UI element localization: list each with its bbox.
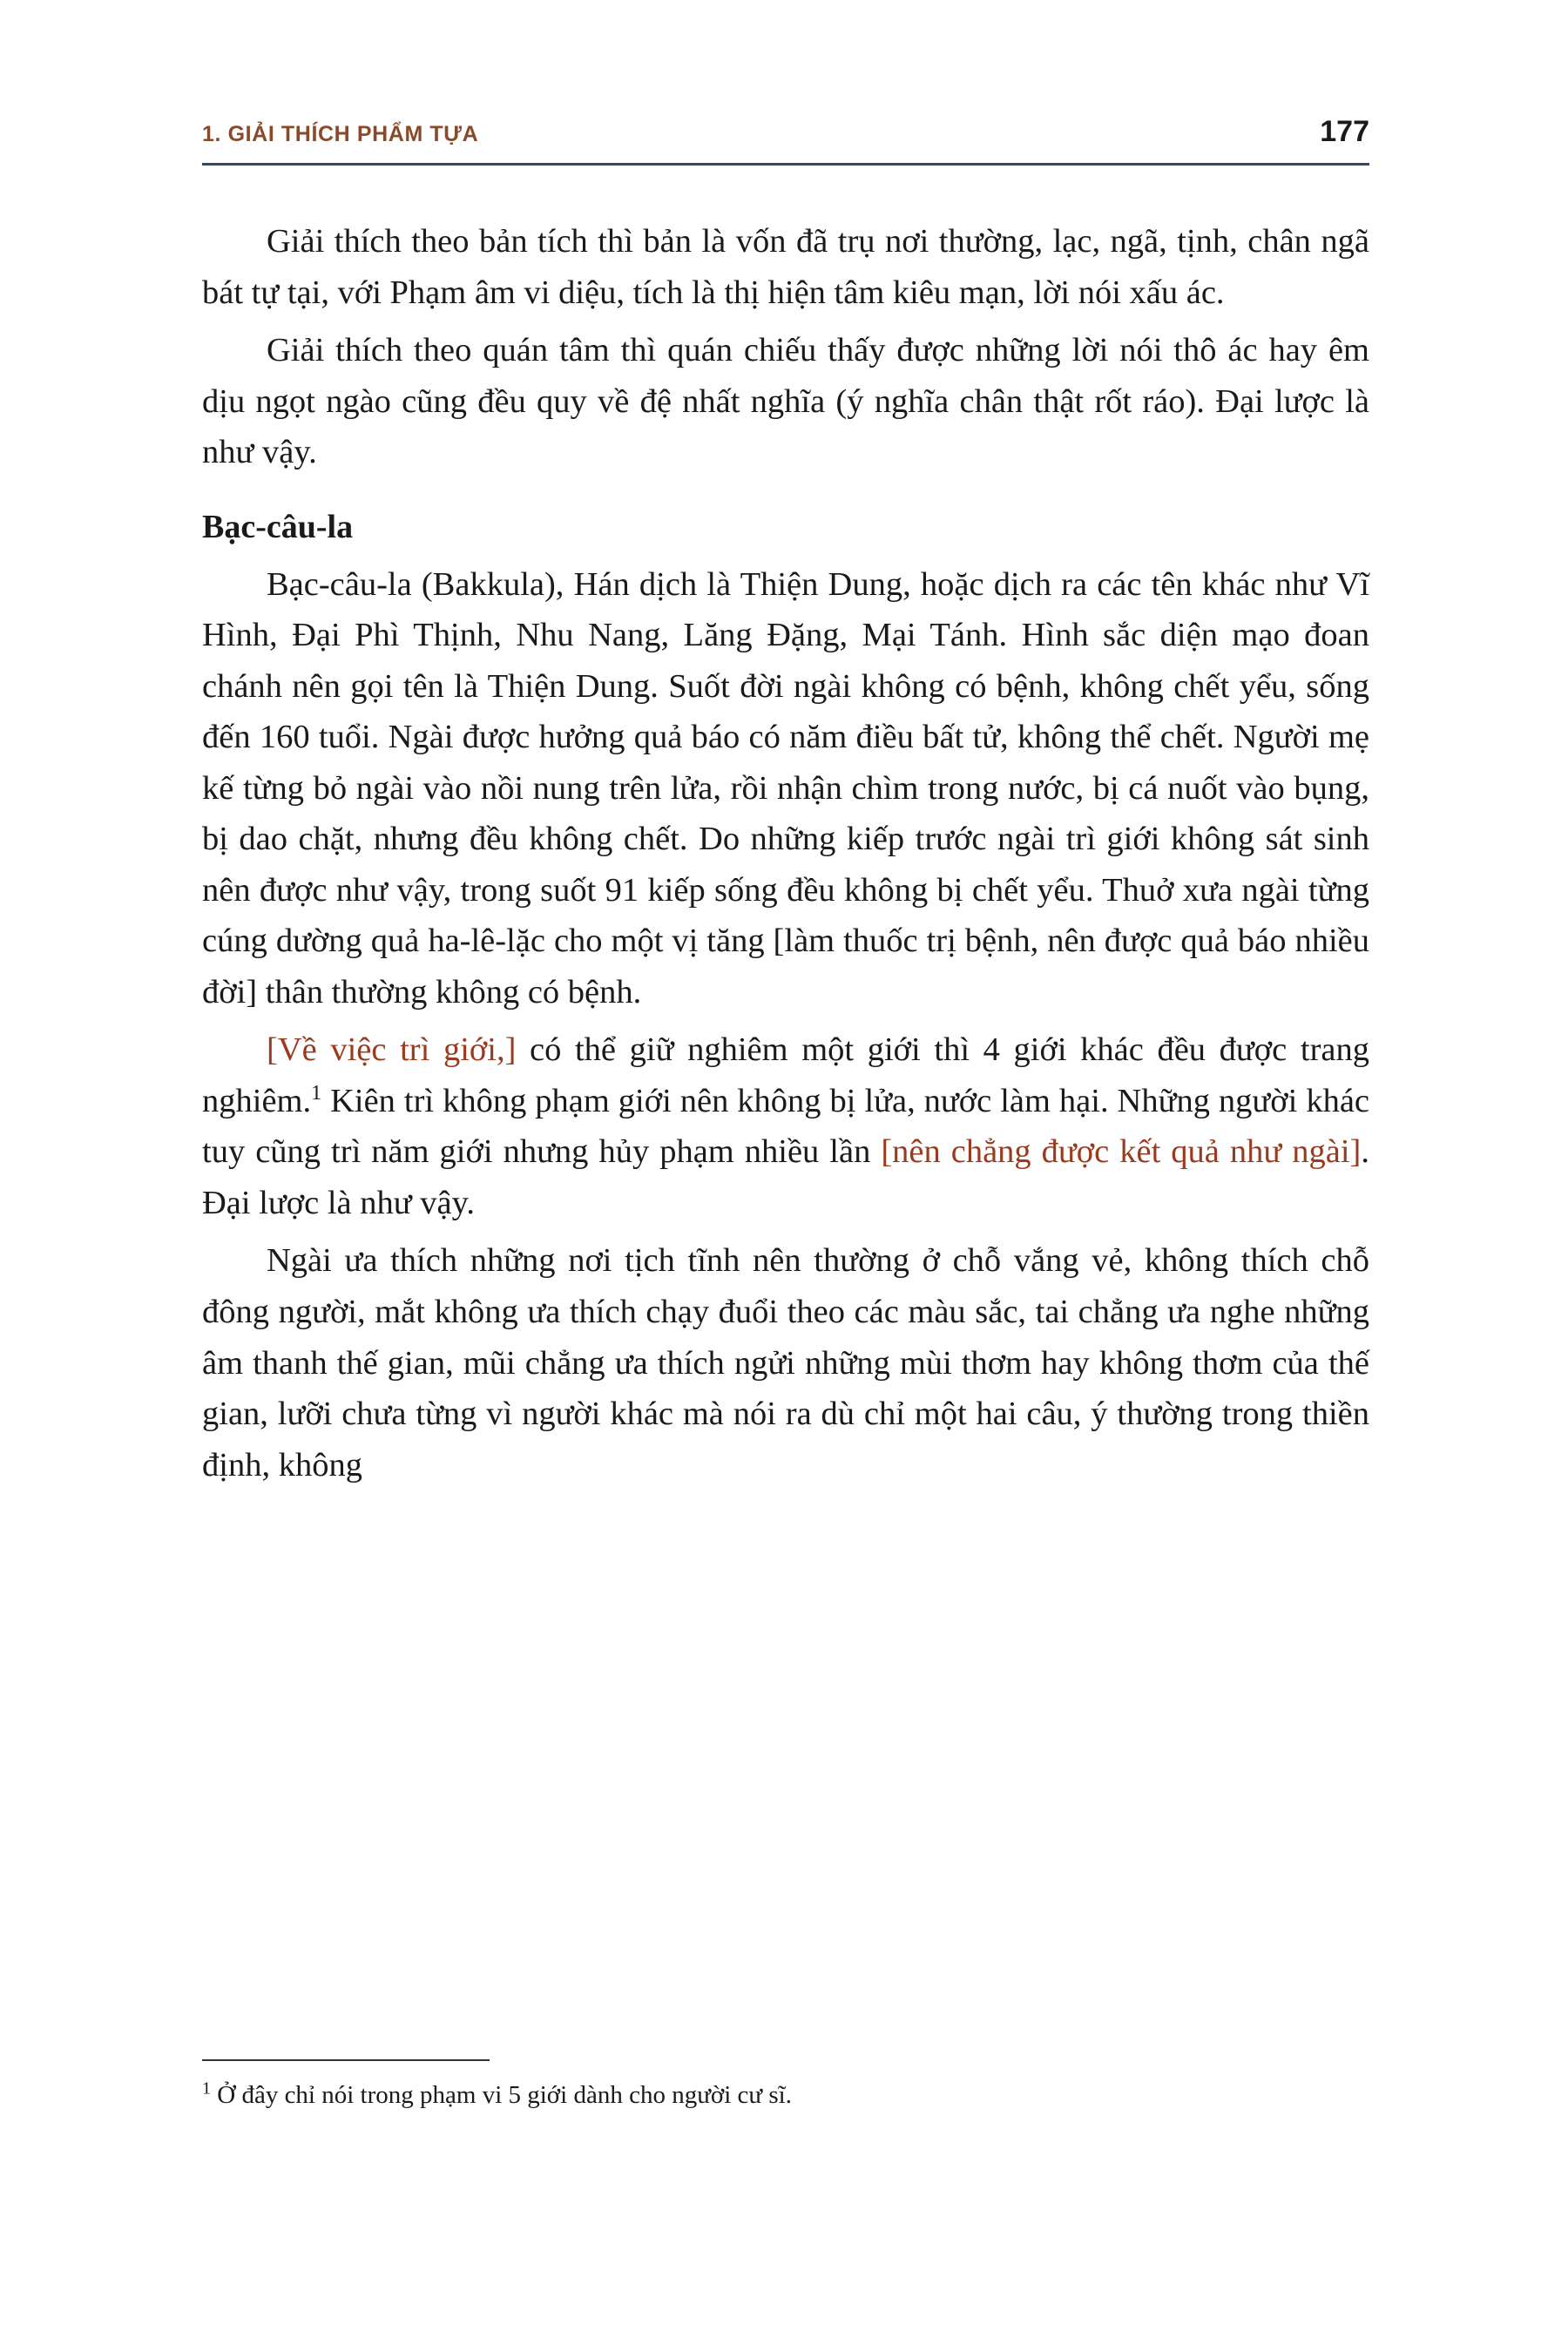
page-header	[202, 115, 1369, 163]
footnote-number: 1	[202, 2078, 211, 2099]
subheading-bac-cau-la: Bạc-câu-la	[202, 508, 354, 545]
footnote-body: Ở đây chỉ nói trong phạm vi 5 giới dành cho người cư sĩ.	[211, 2081, 792, 2109]
editorial-bracket-2: [nên chẳng được kết quả như ngài]	[881, 1133, 1362, 1171]
header-divider	[202, 163, 1369, 166]
paragraph-3: Bạc-câu-la (Bakkula), Hán dịch là Thiện Dung, hoặc dịch ra các tên khác như Vĩ Hình, Đại Phì Thịnh, Nhu Nang, Lăng Đặng, Mại Tánh. Hình sắc diện mạo đoan chánh nên gọi tên là Thiện Dung. Suốt đời ngài không có bệnh, không chết yểu, sống đến 160 tuổi. Ngài được hưởng quả báo có năm điều bất tử, không thể chết. Người mẹ kế từng bỏ ngài vào nồi nung trên lửa, rồi nhận chìm trong nước, bị cá nuốt vào bụng, bị dao chặt, nhưng đều không chết. Do những kiếp trước ngài trì giới không sát sinh nên được như vậy, trong suốt 91 kiếp sống đều không bị chết yểu. Thuở xưa ngài từng cúng dường quả ha-lê-lặc cho một vị tăng [làm thuốc trị bệnh, nên được quả báo nhiều đời] thân thường không có bệnh.	[202, 565, 1369, 1010]
page-number: 177	[1320, 115, 1369, 148]
paragraph-1: Giải thích theo bản tích thì bản là vốn đã trụ nơi thường, lạc, ngã, tịnh, chân ngã bát tự tại, với Phạm âm vi diệu, tích là thị hiện tâm kiêu mạn, lời nói xấu ác.	[202, 223, 1369, 311]
paragraph-2: Giải thích theo quán tâm thì quán chiếu thấy được những lời nói thô ác hay êm dịu ngọt ngào cũng đều quy về đệ nhất nghĩa (ý nghĩa chân thật rốt ráo). Đại lược là như vậy.	[202, 332, 1369, 471]
editorial-bracket-1: [Về việc trì giới,]	[267, 1031, 517, 1069]
running-title: 1. GIẢI THÍCH PHẨM TỰA	[202, 122, 479, 146]
page-content	[202, 115, 1369, 1497]
paragraph-4	[202, 1024, 1369, 1228]
paragraph-4-seg2: có thể giữ nghiêm một giới thì 4 giới khác đều được trang nghiêm.	[202, 1031, 1369, 1119]
footnote-reference: 1	[311, 1082, 322, 1105]
footnote-1	[202, 2077, 1369, 2113]
paragraph-5: Ngài ưa thích những nơi tịch tĩnh nên thường ở chỗ vắng vẻ, không thích chỗ đông người, mắt không ưa thích chạy đuổi theo các màu sắc, tai chẳng ưa nghe những âm thanh thế gian, mũi chẳng ưa thích ngửi những mùi thơm hay không thơm của thế gian, lưỡi chưa từng vì người khác mà nói ra dù chỉ một hai câu, ý thường trong thiền định, không	[202, 1242, 1369, 1484]
footnote-divider	[202, 2059, 490, 2061]
body-text	[202, 216, 1369, 1490]
paragraph-4-seg5: . Đại lược là như vậy.	[202, 1133, 1369, 1221]
paragraph-4-seg3: Kiên trì không phạm giới nên không bị lửa, nước làm hại. Những người khác tuy cũng trì năm giới nhưng hủy phạm nhiều lần	[202, 1082, 1369, 1171]
footnote-zone	[202, 2059, 1369, 2113]
